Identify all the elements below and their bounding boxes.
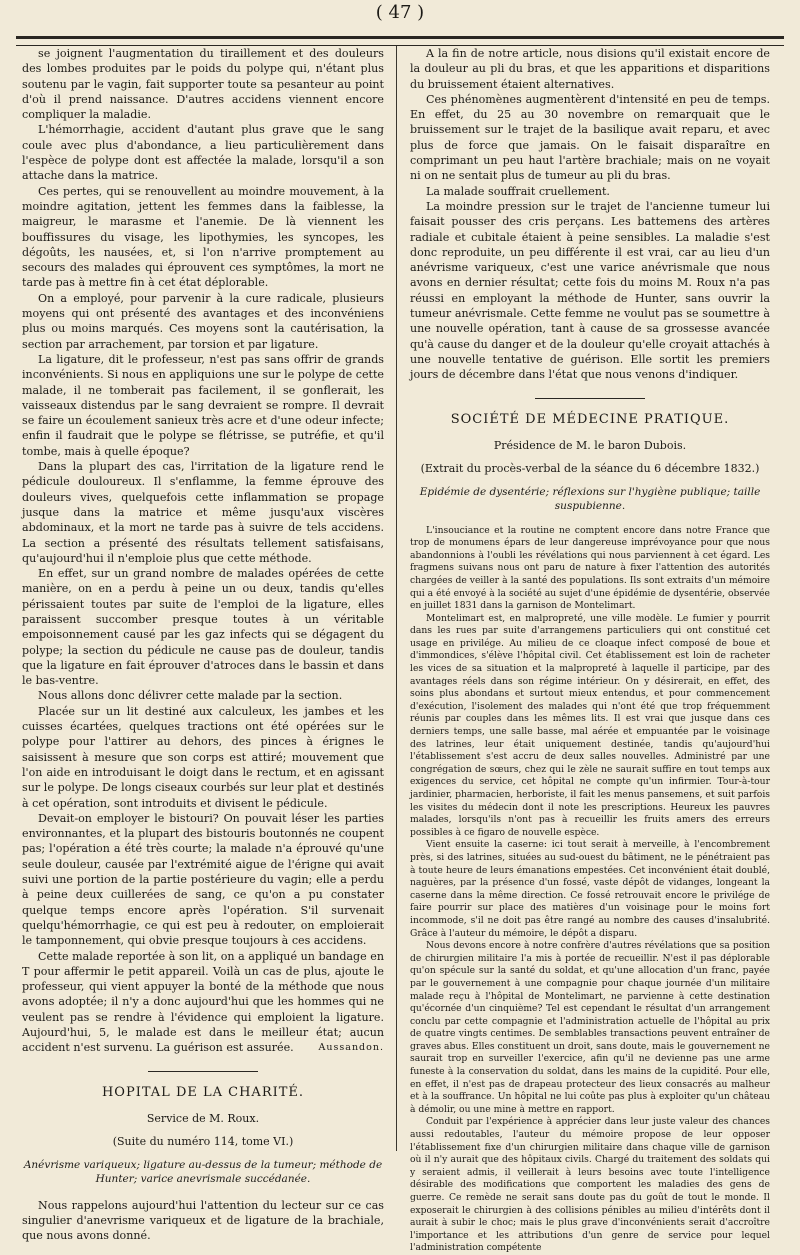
page-number: ( 47 ) — [375, 2, 425, 23]
top-rule — [16, 36, 784, 46]
signature: Aussandon. — [318, 1042, 384, 1054]
paragraph: Nous rappelons aujourd'hui l'attention du lecteur sur ce cas singulier d'anevrisme variqueux et de ligature de la brachiale, que nous avons donné. — [22, 1198, 384, 1243]
column-divider — [396, 46, 397, 1151]
topics-line: Anévrisme variqueux; ligature au-dessus de la tumeur; méthode de Hunter; varice anevrismale succédanée. — [23, 1158, 383, 1185]
paragraph: Vient ensuite la caserne: ici tout serait à merveille, à l'encombrement près, si des latrines, situées au sud-ouest du bâtiment, ne le pénétraient pas à toute heure de leurs émanations empestées. Cet inconvénient était doublé, naguères, par la présence d'un fossé, vaste dépôt de vidanges, longeant la caserne dans la même direction. Ce fossé retrouvait encore le privilége de faire pourrir sur place des matières d'un voisinage pour le moins fort incommode, s'il ne doit pas être rangé au nombre des causes d'insalubrité. Grâce à l'auteur du mémoire, le dépôt a disparu. — [410, 839, 770, 939]
paragraph: se joignent l'augmentation du tiraillement et des douleurs des lombes produites par le poids du polype qui, n'étant plus soutenu par le vagin, fait supporter toute sa pesanteur au point d'où il prend naissance. D'autres accidens viennent encore compliquer la maladie. — [22, 47, 384, 122]
left-paragraphs-1 — [22, 46, 384, 1056]
right-paragraphs-1 — [410, 46, 770, 383]
paragraph: A la fin de notre article, nous disions qu'il existait encore de la douleur au pli du bras, et que les apparitions et disparitions du bruissement étaient alternatives. — [410, 47, 770, 91]
paragraph: Nous allons donc délivrer cette malade par la section. — [38, 689, 343, 703]
extrait-line: (Extrait du procès-verbal de la séance du 6 décembre 1832.) — [420, 461, 760, 475]
section-rule — [535, 398, 645, 399]
paragraph: Nous devons encore à notre confrère d'autres révélations que sa position de chirurgien militaire l'a mis à portée de recueillir. N'est il pas déplorable qu'on spécule sur la santé du soldat, et qu'une allocation d'un franc, payée par le gouvernement à une compagnie pour chaque journée d'un militaire malade reçu à l'hôpital de Montelimart, ne parvienne à cette destination qu'écornée d'un cinquième? Tel est cependant le résultat d'un arrangement conclu par cette compagnie et l'administration actuelle de l'hôpital au prix de quatre vingts centimes. De semblables transactions peuvent entraîner de graves abus. Elles constituent un droit, sans doute, mais le gouvernement ne saurait trop en surveiller l'exercice, afin qu'il ne devienne pas une arme funeste à la conservation du soldat, dans les mains de la cupidité. Pour elle, en effet, il n'est pas de drapeau protecteur des lieux consacrés au malheur et à la souffrance. Un hôpital ne lui coûte pas plus à exploiter qu'un château à démolir, ou une mine à mettre en rapport. — [410, 940, 770, 1115]
topics-line: Epidémie de dysentérie; réflexions sur l'hygiène publique; taille suspubienne. — [419, 485, 761, 512]
paragraph: La ligature, dit le professeur, n'est pas sans offrir de grands inconvénients. Si nous en appliquions une sur le polype de cette malade, il ne tomberait pas facilement, il se gonflerait, les vaisseaux distendus par le sang devraient se rompre. Il devrait se faire un écoulement sanieux très acre et d'une odeur infecte; enfin il faudrait que le polype se flétrisse, se putréfie, et qu'il tombe, mais à quelle époque? — [22, 352, 384, 458]
presidence-line: Présidence de M. le baron Dubois. — [493, 438, 687, 452]
paragraph: Devait-on employer le bistouri? On pouvait léser les parties environnantes, et la plupart des bistouris boutonnés ne coupent pas; l'opération a été très courte; la malade n'a éprouvé qu'une seule douleur, causée par l'extrémité aigue de l'érigne qui avait suivi une portion de la partie postérieure du vagin; elle a perdu à peine deux cuillerées de sang, ce qu'on a pu constater quelque temps encore après l'opération. S'il survenait quelqu'hémorrhagie, ce qui est peu à redouter, on emploierait le tamponnement, qui obvie presque toujours à ces accidens. — [22, 811, 384, 948]
paragraph: Placée sur un lit destiné aux calculeux, les jambes et les cuisses écartées, quelques tractions ont été opérées sur le polype pour l'attirer au dehors, des pinces à érignes le saisissent à mesure que son corps est attiré; mouvement que l'on aide en introduisant le doigt dans le rectum, et en agissant sur le polype. De longs ciseaux courbés sur leur plat et destinés à cet opération, sont introduits et divisent le pédicule. — [22, 704, 384, 810]
section-heading: SOCIÉTÉ DE MÉDECINE PRATIQUE. — [450, 411, 730, 427]
paragraph: La malade souffrait cruellement. — [426, 184, 610, 198]
left-column — [22, 46, 384, 1243]
paragraph: La moindre pression sur le trajet de l'ancienne tumeur lui faisait pousser des cris perçans. Les battemens des artères radiale et cubitale étaient à peine sensibles. La maladie s'est donc reproduite, un peu différente il est vrai, car au lieu d'un anévrisme variqueux, c'est une varice anévrismale que nous avons en dernier résultat; cette fois du moins M. Roux n'a pas réussi en employant la méthode de Hunter, sans ouvrir la tumeur anévrismale. Cette femme ne voulut pas se soumettre à une nouvelle opération, tant à cause de sa grossesse avancée qu'à cause du danger et de la douleur qu'elle croyait attachés à une nouvelle tentative de guérison. Elle sortit les premiers jours de décembre dans l'état que nous venons d'indiquer. — [410, 199, 770, 382]
paragraph: Ces phénomènes augmentèrent d'intensité en peu de temps. En effet, du 25 au 30 novembre on remarquait que le bruissement sur le trajet de la basilique avait reparu, et avec plus de force que jamais. On le faisait disparaître en comprimant un peu haut l'artère brachiale; mais on ne voyait ni on ne sentait plus de tumeur au pli du bras. — [410, 92, 770, 183]
paragraph-text: Cette malade reportée à son lit, on a appliqué un bandage en T pour affermir le petit appareil. Voilà un cas de plus, ajoute le professeur, qui vient appuyer la bonté de la méthode que nous avons adoptée; il n'y a donc aujourd'hui que les hommes qui ne veulent pas se rendre à l'évidence qui emploient la ligature. Aujourd'hui, 5, le malade est dans le meilleur état; aucun accident n'est survenu. La guérison est assurée. — [22, 949, 384, 1055]
section-heading: HOPITAL DE LA CHARITÉ. — [101, 1084, 305, 1100]
paragraph: L'insouciance et la routine ne comptent encore dans notre France que trop de monumens épars de leur dangereuse imprévoyance pour que nous abandonnions à l'oubli les révélations qui nous parviennent à cet égard. Les fragmens suivans nous ont paru de nature à fixer l'attention des autorités chargées de veiller à la santé des populations. Ils sont extraits d'un mémoire qui a été envoyé à la société au sujet d'une épidémie de dysentérie, observée en juillet 1831 dans la garnison de Montelimart. — [410, 524, 770, 612]
paragraph: Conduit par l'expérience à apprécier dans leur juste valeur des chances aussi redoutables, l'auteur du mémoire propose de leur opposer l'établissement fixe d'un chirurgien militaire dans chaque ville de garnison où il n'y aurait que des hôpitaux civils. Chargé du traitement des soldats qui y seraient admis, il veillerait à leurs besoins avec toute l'intelligence désirable des modifications que comportent les maladies des gens de guerre. Ce remède ne serait sans doute pas du goût de tout le monde. Il exposerait le chirurgien à des collisions pénibles au milieu d'intérêts dont il aurait à subir le choc; mais le plus grave d'inconvénients serait d'accroître l'importance et les attributions d'un genre de service pour lequel l'administration compétente — [410, 1116, 770, 1254]
section-rule — [148, 1071, 258, 1072]
paragraph: Montelimart est, en malpropreté, une ville modèle. Le fumier y pourrit dans les rues par suite d'arrangemens particuliers qui ont constitué cet usage en privilége. Au milieu de ce cloaque infect composé de boue et d'immondices, s'élève l'hôpital civil. Cet établissement est loin de racheter les vices de sa situation et la malpropreté à laquelle il participe, par des avantages réels dans son régime intérieur. On y désirerait, en effet, des soins plus abondans et surtout mieux entendus, et pour commencement d'exécution, l'isolement des malades qui n'ont été que trop fréquemment réunis par couples dans les mêmes lits. Il est vrai que jusque dans ces derniers temps, une salle basse, mal aérée et empuantée par le voisinage des latrines, leur était uniquement destinée, tandis qu'aujourd'hui l'établissement s'est accru de deux salles nouvelles. Administré par une congrégation de sœurs, chez qui le zèle ne saurait suffire en tout temps aux exigences du service, cet hôpital ne compte qu'un infirmier. Tour-à-tour jardinier, pharmacien, herboriste, il fait les menus pansemens, et suit parfois les visites du médecin dont il note les prescriptions. Heureux les pauvres malades, lorsqu'ils n'ont pas à recueillir les fruits amers des erreurs possibles à ce figaro de nouvelle espèce. — [410, 612, 770, 838]
suite-line: (Suite du numéro 114, tome VI.) — [112, 1134, 294, 1148]
paragraph: On a employé, pour parvenir à la cure radicale, plusieurs moyens qui ont présenté des avantages et des inconvéniens plus ou moins marqués. Ces moyens sont la cautérisation, la section par arrachement, par torsion et par ligature. — [22, 291, 384, 351]
paragraph: Dans la plupart des cas, l'irritation de la ligature rend le pédicule douloureux. Il s'enflamme, la femme éprouve des douleurs vives, quelquefois cette inflammation se propage jusque dans la matrice et même jusqu'aux viscères abdominaux, et la mort ne tarde pas à suivre de tels accidens. La section a présenté des résultats tellement satisfaisans, qu'aujourd'hui il n'emploie plus que cette méthode. — [22, 460, 384, 565]
paragraph: Ces pertes, qui se renouvellent au moindre mouvement, à la moindre agitation, jettent les femmes dans la faiblesse, la maigreur, le marasme et l'anemie. De là viennent les bouffissures du visage, les lipothymies, les syncopes, les dégoûts, les nausées, et, si l'on n'arrive promptement au secours des malades qui éprouvent ces symptômes, la mort ne tarde pas à mettre fin à cet état déplorable. — [22, 184, 384, 290]
service-line: Service de M. Roux. — [146, 1111, 260, 1125]
right-paragraphs-2 — [410, 525, 770, 1255]
right-column — [410, 46, 770, 1255]
paragraph — [22, 949, 384, 1056]
paragraph: L'hémorrhagie, accident d'autant plus grave que le sang coule avec plus d'abondance, a lieu particulièrement dans l'espèce de polype dont est affectée la malade, lorsqu'il a son attache dans la matrice. — [22, 123, 384, 183]
paragraph: En effet, sur un grand nombre de malades opérées de cette manière, on en a perdu à peine un ou deux, tandis qu'elles périssaient toutes par suite de l'emploi de la ligature, elles paraissent succomber presque toutes à un véritable empoisonnement causé par les gaz infects qui se dégagent du polype; la section du pédicule ne cause pas de douleur, tandis que la ligature en fait éprouver d'atroces dans le bassin et dans le bas-ventre. — [22, 567, 384, 688]
